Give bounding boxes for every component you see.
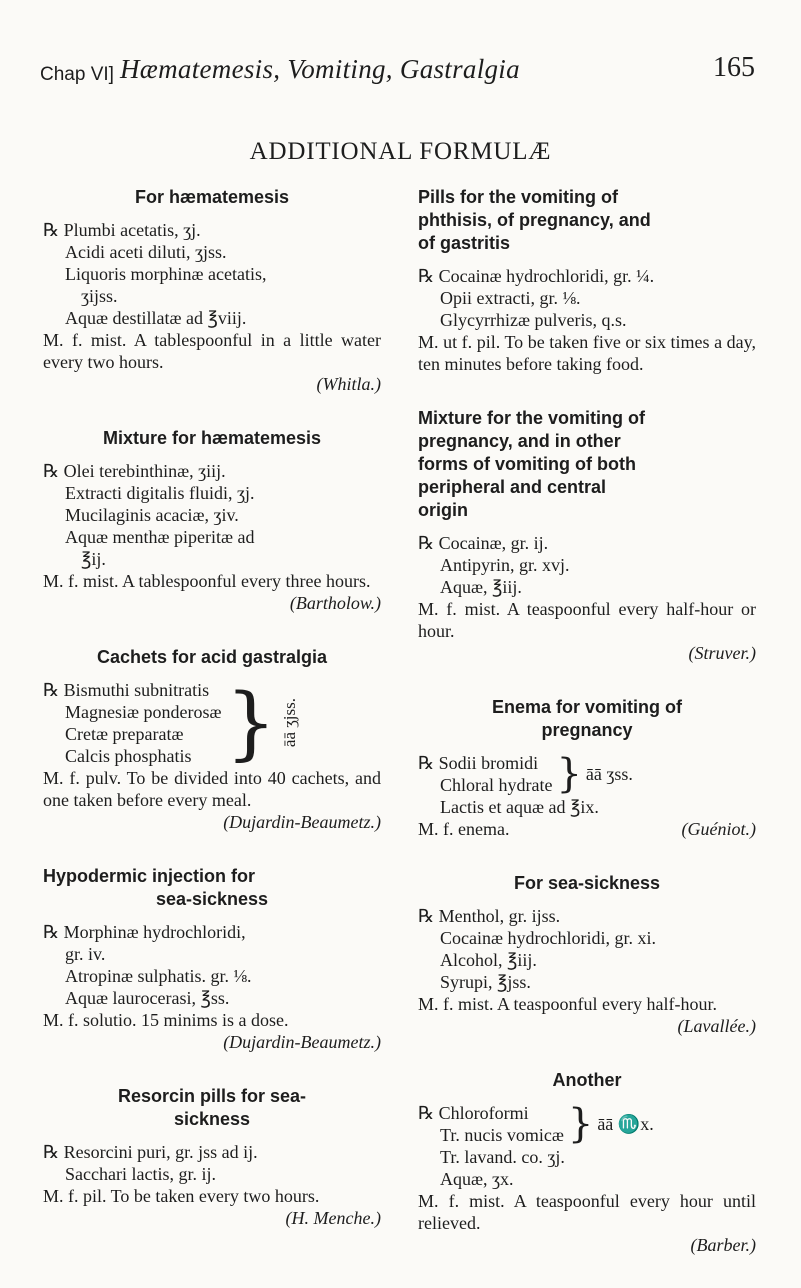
quantity-label: āā ʒjss. [280, 698, 300, 748]
section-heading: Resorcin pills for sea- [117, 1086, 307, 1106]
citation: (Barber.) [690, 1235, 756, 1255]
formula-line: ℞ Sodii bromidi [418, 753, 539, 773]
section-heading: Hypodermic injection for [43, 866, 256, 886]
formula-line: ℞ Menthol, gr. ijss. [418, 906, 561, 926]
formula-line: Aquæ laurocerasi, ℥ss. [65, 988, 230, 1008]
running-head [40, 50, 755, 90]
citation: (Lavallée.) [677, 1016, 756, 1036]
formula-line: Cocainæ hydrochloridi, gr. xi. [440, 928, 656, 948]
formula-line: Antipyrin, gr. xvj. [440, 555, 570, 575]
formula-line: ℞ Resorcini puri, gr. jss ad ij. [43, 1142, 258, 1162]
formula-line: Tr. lavand. co. ʒj. [440, 1147, 565, 1167]
brace-group [418, 752, 756, 796]
directions: M. ut f. pil. To be taken five or six times a day, ten minutes before taking food. [418, 332, 756, 374]
formula-line: Sacchari lactis, gr. ij. [65, 1164, 216, 1184]
formula-line: Acidi aceti diluti, ʒjss. [65, 242, 227, 262]
formula-another [418, 1069, 756, 1256]
section-heading: For sea-sickness [513, 873, 661, 893]
section-heading: Mixture for the vomiting of [418, 408, 645, 428]
section-heading: Pills for the vomiting of [418, 187, 619, 207]
directions: M. f. mist. A teaspoonful every hour until relieved. [418, 1191, 756, 1233]
citation: (Dujardin-Beaumetz.) [223, 1032, 381, 1052]
formula-line: gr. iv. [65, 944, 106, 964]
formula-resorcin [43, 1085, 381, 1229]
brace-symbol: } [225, 676, 277, 769]
formula-line: Cretæ preparatæ [65, 724, 184, 744]
formula-line: Syrupi, ℥jss. [440, 972, 531, 992]
section-heading: For hæmatemesis [134, 187, 290, 207]
formula-mixture-haematemesis [43, 427, 381, 614]
formula-mixture-vomiting [418, 407, 756, 664]
formula-line: ℞ Bismuthi subnitratis [43, 680, 210, 700]
formula-line: ℥ij. [81, 549, 106, 569]
formula-line: Chloral hydrate [440, 775, 553, 795]
left-column [43, 186, 381, 1261]
formula-line: Aquæ menthæ piperitæ ad [65, 527, 255, 547]
section-heading: sea-sickness [155, 889, 269, 909]
citation: (Struver.) [688, 643, 756, 663]
formula-line: Opii extracti, gr. ⅛. [440, 288, 581, 308]
formula-line: Calcis phosphatis [65, 746, 192, 766]
formula-haematemesis [43, 186, 381, 395]
section-heading: forms of vomiting of both [418, 454, 636, 474]
citation: (Bartholow.) [289, 593, 381, 613]
citation: (Whitla.) [316, 374, 381, 394]
quantity-label: āā ʒss. [585, 764, 633, 784]
formula-line: Extracti digitalis fluidi, ʒj. [65, 483, 255, 503]
section-heading: origin [418, 500, 468, 520]
formula-hypodermic [43, 865, 381, 1053]
citation: (Guéniot.) [681, 819, 756, 839]
formula-line: Lactis et aquæ ad ℥ix. [440, 797, 599, 817]
directions: M. f. mist. A teaspoonful every half-hour or hour. [418, 599, 756, 641]
formula-line: Magnesiæ ponderosæ [65, 702, 222, 722]
directions: M. f. enema. [418, 819, 510, 839]
section-heading: Enema for vomiting of [491, 697, 682, 717]
formula-enema [418, 696, 756, 840]
section-heading: sickness [173, 1109, 251, 1129]
directions: M. f. mist. A tablespoonful every three hours. [43, 571, 371, 591]
directions: M. f. pulv. To be divided into 40 cachets, and one taken before every meal. [43, 768, 381, 810]
formula-line: ℞ Plumbi acetatis, ʒj. [43, 220, 201, 240]
section-heading: of gastritis [418, 233, 511, 253]
right-column [418, 186, 756, 1288]
brace-symbol: } [567, 1101, 594, 1147]
formula-line: ʒijss. [81, 286, 118, 306]
directions: M. f. solutio. 15 minims is a dose. [43, 1010, 289, 1030]
quantity-label: āā ♏x. [597, 1114, 654, 1134]
chapter-label: Chap VI] [40, 64, 114, 85]
directions: M. f. mist. A teaspoonful every half-hour. [418, 994, 717, 1014]
formula-line: Glycyrrhizæ pulveris, q.s. [440, 310, 627, 330]
formula-line: Aquæ, ʒx. [440, 1169, 514, 1189]
formula-line: Liquoris morphinæ acetatis, [65, 264, 267, 284]
section-heading: peripheral and central [418, 477, 607, 497]
section-heading: Mixture for hæmatemesis [102, 428, 322, 448]
citation: (H. Menche.) [285, 1208, 381, 1228]
formula-line: ℞ Olei terebinthinæ, ʒiij. [43, 461, 226, 481]
brace-group [43, 676, 381, 769]
page-number: 165 [713, 52, 755, 83]
formula-pills-vomiting [418, 186, 756, 375]
directions-row [418, 818, 756, 840]
formula-line: Atropinæ sulphatis. gr. ⅛. [65, 966, 252, 986]
formula-line: ℞ Cocainæ hydrochloridi, gr. ¼. [418, 266, 655, 286]
formula-line: ℞ Morphinæ hydrochloridi, [43, 922, 246, 942]
directions: M. f. pil. To be taken every two hours. [43, 1186, 320, 1206]
formula-line: Tr. nucis vomicæ [440, 1125, 564, 1145]
formula-line: Aquæ destillatæ ad ℥viij. [65, 308, 247, 328]
brace-group [418, 1102, 756, 1146]
formula-line: Aquæ, ℥iij. [440, 577, 522, 597]
section-heading: phthisis, of pregnancy, and [418, 210, 651, 230]
brace-symbol: } [556, 751, 582, 797]
main-title: ADDITIONAL FORMULÆ [249, 138, 552, 165]
section-heading: Cachets for acid gastralgia [96, 647, 328, 667]
formula-line: Mucilaginis acaciæ, ʒiv. [65, 505, 239, 525]
formula-sea-sickness [418, 872, 756, 1037]
citation: (Dujardin-Beaumetz.) [223, 812, 381, 832]
section-heading: pregnancy, and in other [418, 431, 621, 451]
formula-cachets [43, 646, 381, 833]
formula-line: Alcohol, ℥iij. [440, 950, 537, 970]
formula-line: ℞ Cocainæ, gr. ij. [418, 533, 549, 553]
section-heading: pregnancy [541, 720, 633, 740]
formula-line: ℞ Chloroformi [418, 1103, 529, 1123]
directions: M. f. mist. A tablespoonful in a little water every two hours. [43, 330, 381, 372]
section-heading: Another [552, 1070, 622, 1090]
running-title: Hæmatemesis, Vomiting, Gastralgia [120, 54, 520, 84]
